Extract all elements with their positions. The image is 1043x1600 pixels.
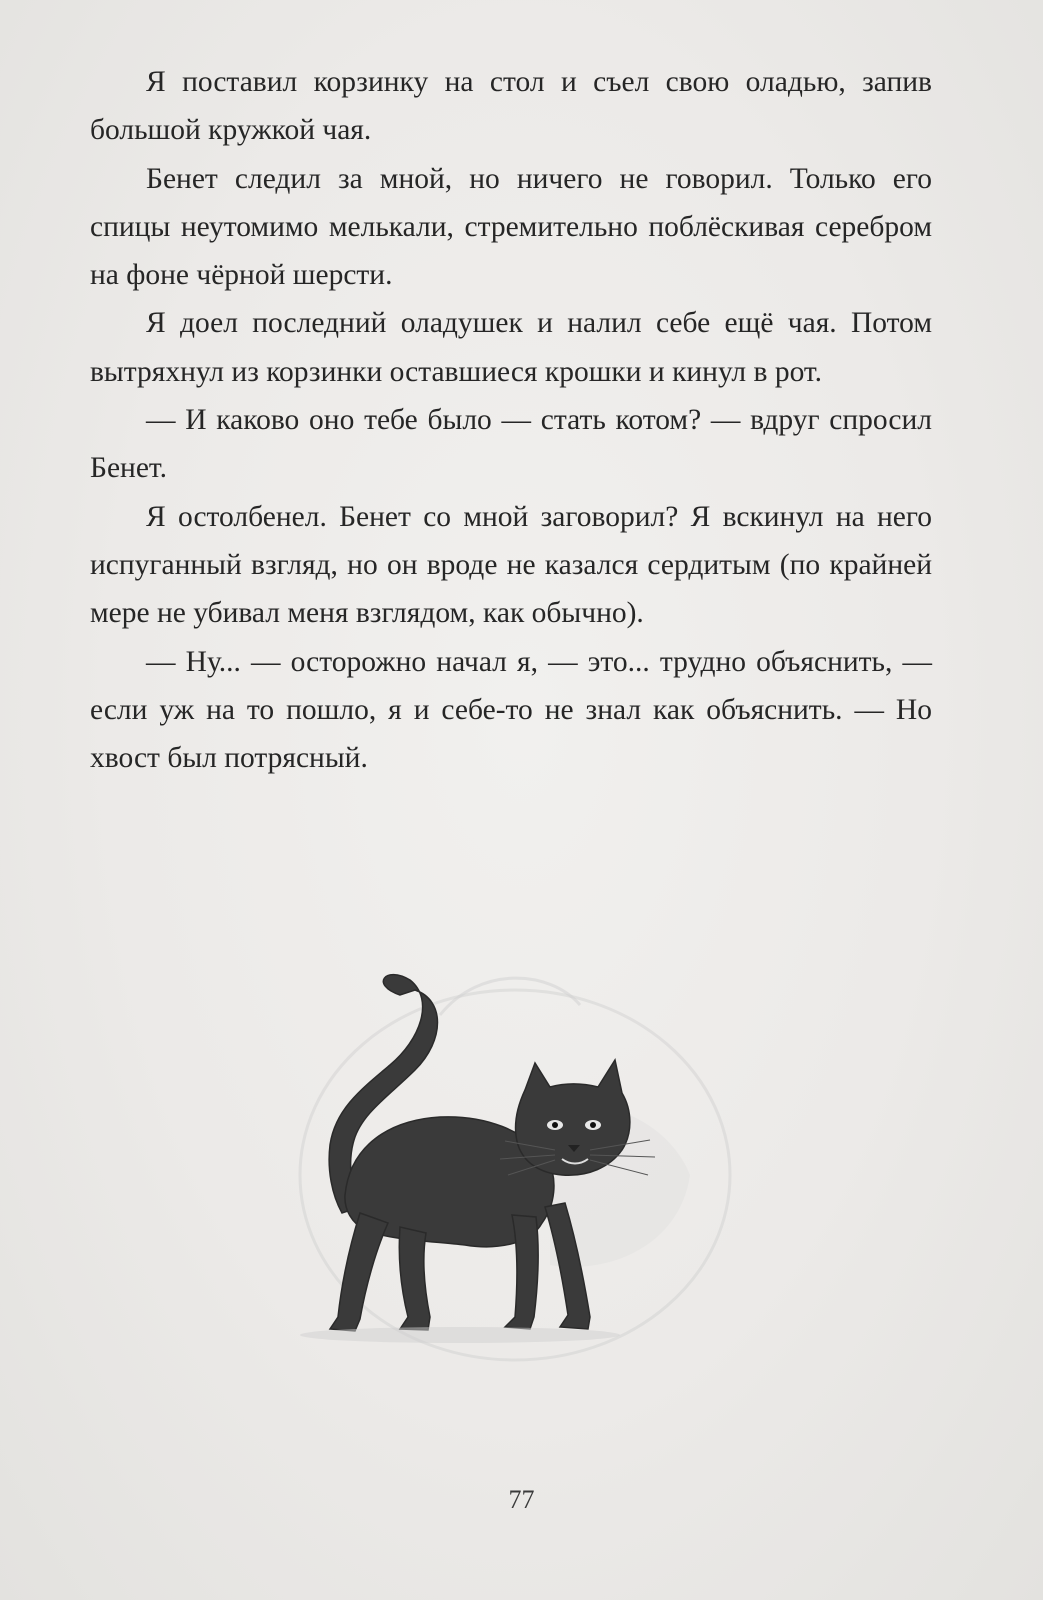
cat-figure (329, 975, 630, 1331)
paragraph-2: Бенет следил за мной, но ничего не говорил. Только его спицы неутомимо мелькали, стремительно поблёскивая серебром на фоне чёрной шерсти. (90, 162, 932, 292)
page-number: 77 (508, 1485, 535, 1514)
paragraph-6: — Ну... — осторожно начал я, — это... трудно объяснить, — если уж на то пошло, я и себе-то не знал как объяснить. — Но хвост был потрясный. (90, 645, 932, 775)
paragraph-3: Я доел последний оладушек и налил себе ещё чая. Потом вытряхнул из корзинки оставшиеся крошки и кинул в рот. (90, 307, 932, 388)
body-text (90, 58, 932, 782)
paragraph-4: — И каково оно тебе было — стать котом? — вдруг спросил Бенет. (90, 404, 932, 485)
paragraph-1: Я поставил корзинку на стол и съел свою оладью, запив большой кружкой чая. (90, 66, 932, 147)
black-cat-illustration (250, 945, 750, 1375)
paragraph-5: Я остолбенел. Бенет со мной заговорил? Я вскинул на него испуганный взгляд, но он вроде не казался сердитым (по крайней мере не убивал меня взглядом, как обычно). (90, 500, 932, 630)
